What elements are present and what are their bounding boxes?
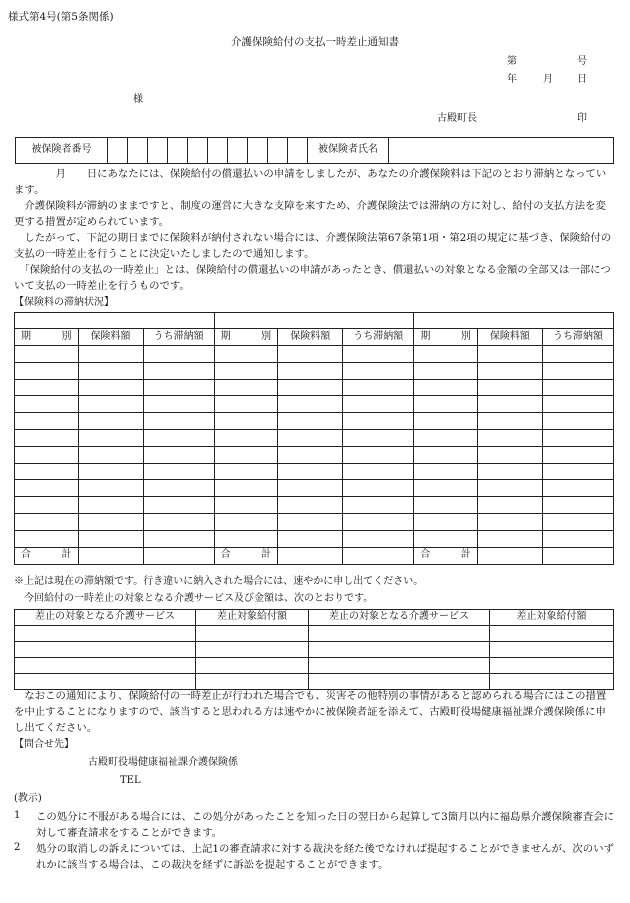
period-header-char: 別 [61,330,72,342]
table-cell[interactable] [214,480,278,497]
table-cell[interactable] [542,396,613,413]
table-cell[interactable] [15,413,79,430]
table-cell[interactable] [196,626,309,642]
table-cell[interactable] [78,429,143,446]
table-cell[interactable] [15,346,79,363]
table-cell[interactable] [343,480,414,497]
table-cell[interactable] [542,513,613,530]
table-cell[interactable] [477,480,542,497]
table-cell[interactable] [15,362,79,379]
table-cell[interactable] [477,530,542,547]
date-month-label: 月 [543,74,553,85]
table-cell[interactable] [143,497,214,514]
table-cell[interactable] [278,413,343,430]
addressee-suffix: 様 [133,94,143,105]
issuer-seal: 印 [577,113,587,124]
total-label [15,547,79,564]
table-cell[interactable] [477,513,542,530]
table-cell[interactable] [278,362,343,379]
table-cell[interactable] [343,530,414,547]
period-header [414,329,478,346]
table-cell[interactable] [542,497,613,514]
table-cell[interactable] [143,480,214,497]
period-header-char: 期 [420,330,431,342]
period-header-char: 期 [21,330,31,342]
arrears-blank-header [15,313,215,329]
table-cell[interactable] [214,396,278,413]
table-cell[interactable] [143,429,214,446]
insured-name-label: 被保険者氏名 [308,138,389,164]
table-cell[interactable] [278,446,343,463]
contact-heading: 【問合せ先】 [14,739,74,750]
table-cell[interactable] [214,346,278,363]
table-cell[interactable] [414,396,478,413]
table-cell[interactable] [15,642,196,658]
insured-number-digit-cell[interactable] [188,138,208,164]
table-cell[interactable] [414,346,478,363]
table-cell[interactable] [15,530,79,547]
total-label-char: 計 [460,549,471,561]
table-cell[interactable] [414,362,478,379]
table-cell[interactable] [477,429,542,446]
table-cell[interactable] [15,446,79,463]
table-cell[interactable] [278,379,343,396]
table-cell[interactable] [78,513,143,530]
total-label-char: 合 [21,549,31,561]
paragraph-2: 介護保険料が滞納のままですと、制度の運営に大きな支障を来すため、介護保険法では滞納の方に対し、給付の支払方法を変更する措置が定められています。 [14,200,606,228]
table-cell[interactable] [414,480,478,497]
service-header: 差止の対象となる介護サービス [309,610,490,626]
table-cell[interactable] [490,626,614,642]
period-header-char: 期 [220,330,231,342]
table-cell[interactable] [542,530,613,547]
table-cell[interactable] [414,446,478,463]
table-cell[interactable] [15,658,196,674]
insured-number-digit-cell[interactable] [288,138,308,164]
table-cell[interactable] [414,379,478,396]
arrears-blank-header [214,313,414,329]
table-cell[interactable] [542,346,613,363]
doc-number-label-left: 第 [507,56,517,67]
table-cell[interactable] [143,396,214,413]
table-cell[interactable] [143,413,214,430]
table-cell[interactable] [214,446,278,463]
total-arrears-cell[interactable] [343,547,414,564]
instruction-heading: (教示) [14,793,42,804]
table-cell[interactable] [477,446,542,463]
table-cell[interactable] [278,497,343,514]
table-cell[interactable] [15,396,79,413]
table-cell[interactable] [214,362,278,379]
form-number: 様式第4号(第5条関係) [8,11,114,23]
insured-number-digit-cell[interactable] [268,138,288,164]
table-cell[interactable] [78,497,143,514]
arrears-blank-header [414,313,614,329]
table-cell[interactable] [542,379,613,396]
table-cell[interactable] [343,362,414,379]
service-header: 差止の対象となる介護サービス [15,610,196,626]
table-cell[interactable] [214,463,278,480]
table-cell[interactable] [343,396,414,413]
insured-info-table [15,137,614,164]
table-cell[interactable] [78,346,143,363]
period-header-char: 別 [261,330,272,342]
page-title: 介護保険給付の支払一時差止通知書 [231,36,399,48]
table-cell[interactable] [78,480,143,497]
date-day-label: 日 [577,74,587,85]
table-cell[interactable] [414,513,478,530]
contact-tel: TEL [120,775,141,786]
period-header [214,329,278,346]
table-cell[interactable] [15,379,79,396]
total-premium-cell[interactable] [477,547,542,564]
table-cell[interactable] [343,429,414,446]
table-cell[interactable] [143,463,214,480]
table-cell[interactable] [278,396,343,413]
insured-number-digit-cell[interactable] [148,138,168,164]
table-cell[interactable] [477,497,542,514]
paragraph-4: 「保険給付の支払の一時差止」とは、保険給付の償還払いの申請があったとき、償還払いの対象となる金額の全部又は一部について支払の一時差止を行うものです。 [14,264,611,292]
table-cell[interactable] [542,446,613,463]
insured-number-digit-cell[interactable] [228,138,248,164]
instruction-1-number: 1 [14,810,21,821]
total-premium-cell[interactable] [278,547,343,564]
date-year-label: 年 [507,74,517,85]
period-header [15,329,79,346]
issuer-name: 古殿町長 [437,113,477,124]
table-cell[interactable] [414,497,478,514]
premium-header: 保険料額 [78,329,143,346]
table-cell[interactable] [477,362,542,379]
table-cell[interactable] [278,463,343,480]
amount-header: 差止対象給付額 [490,610,614,626]
amount-header: 差止対象給付額 [196,610,309,626]
table-cell[interactable] [414,530,478,547]
premium-header: 保険料額 [278,329,343,346]
table-cell[interactable] [542,429,613,446]
suspension-intro: 今回給付の一時差止の対象となる介護サービス及び金額は、次のとおりです。 [14,593,374,604]
table-cell[interactable] [15,497,79,514]
total-label-char: 計 [261,549,272,561]
table-cell[interactable] [143,446,214,463]
arrears-heading: 【保険料の滞納状況】 [14,297,114,308]
arrears-amount-header: うち滞納額 [143,329,214,346]
total-arrears-cell[interactable] [542,547,613,564]
table-cell[interactable] [542,413,613,430]
period-header-char: 別 [460,330,471,342]
insured-number-digit-cell[interactable] [108,138,128,164]
contact-office: 古殿町役場健康福祉課介護保険係 [88,757,238,768]
table-cell[interactable] [278,513,343,530]
table-cell[interactable] [477,346,542,363]
table-cell[interactable] [278,429,343,446]
table-cell[interactable] [143,379,214,396]
total-label [214,547,278,564]
arrears-table [14,312,614,565]
table-cell[interactable] [343,446,414,463]
insured-number-digit-cell[interactable] [248,138,268,164]
table-cell[interactable] [309,642,490,658]
table-cell[interactable] [477,413,542,430]
table-cell[interactable] [477,396,542,413]
table-cell[interactable] [477,379,542,396]
table-cell[interactable] [196,658,309,674]
table-cell[interactable] [78,463,143,480]
table-cell[interactable] [343,413,414,430]
table-cell[interactable] [78,362,143,379]
table-cell[interactable] [78,446,143,463]
table-cell[interactable] [214,413,278,430]
total-premium-cell[interactable] [78,547,143,564]
table-cell[interactable] [278,530,343,547]
table-cell[interactable] [343,463,414,480]
table-cell[interactable] [78,413,143,430]
table-cell[interactable] [343,497,414,514]
table-cell[interactable] [490,642,614,658]
doc-number-label-right: 号 [577,56,587,67]
paragraph-1: 月 日にあなたには、保険給付の償還払いの申請をしましたが、あなたの介護保険料は下記のとおり滞納となっています。 [14,168,607,196]
table-cell[interactable] [214,530,278,547]
table-cell[interactable] [78,530,143,547]
table-cell[interactable] [343,513,414,530]
table-cell[interactable] [143,346,214,363]
table-cell[interactable] [214,513,278,530]
table-cell[interactable] [542,463,613,480]
insured-number-digit-cell[interactable] [168,138,188,164]
table-cell[interactable] [278,346,343,363]
table-cell[interactable] [214,379,278,396]
table-cell[interactable] [143,530,214,547]
table-cell[interactable] [309,626,490,642]
total-label-char: 計 [61,549,72,561]
table-cell[interactable] [477,463,542,480]
table-cell[interactable] [343,346,414,363]
table-cell[interactable] [15,429,79,446]
total-label [414,547,478,564]
note-current-arrears: ※上記は現在の滞納額です。行き違いに納入された場合には、速やかに申し出てください。 [14,576,424,587]
table-cell[interactable] [309,658,490,674]
insured-name-field[interactable] [389,138,614,164]
arrears-amount-header: うち滞納額 [343,329,414,346]
premium-header: 保険料額 [477,329,542,346]
table-cell[interactable] [414,413,478,430]
total-label-char: 合 [220,549,231,561]
table-cell[interactable] [78,379,143,396]
instruction-2-number: 2 [14,842,21,853]
instruction-1-text: この処分に不服がある場合には、この処分があったことを知った日の翌日から起算して3箇月以内に福島県介護保険審査会に対して審査請求をすることができます。 [36,811,614,839]
table-cell[interactable] [15,463,79,480]
table-cell[interactable] [143,362,214,379]
table-cell[interactable] [278,480,343,497]
table-cell[interactable] [490,658,614,674]
table-cell[interactable] [214,497,278,514]
table-cell[interactable] [15,626,196,642]
table-cell[interactable] [15,513,79,530]
instruction-2-text: 処分の取消しの訴えについては、上記1の審査請求に対する裁決を経た後でなければ提起することができませんが、次のいずれかに該当する場合は、この裁決を経ずに訴訟を提起することができます。 [36,843,614,871]
table-cell[interactable] [78,396,143,413]
paragraph-3: したがって、下記の期日までに保険料が納付されない場合には、介護保険法第67条第1項・第2項の規定に基づき、保険給付の支払の一時差止を行うことに決定いたしましたので通知します。 [14,232,612,260]
total-arrears-cell[interactable] [143,547,214,564]
table-cell[interactable] [343,379,414,396]
insured-number-label: 被保険者番号 [16,138,108,164]
total-label-char: 合 [420,549,431,561]
insured-number-digit-cell[interactable] [128,138,148,164]
table-cell[interactable] [214,429,278,446]
table-cell[interactable] [414,429,478,446]
table-cell[interactable] [143,513,214,530]
insured-number-digit-cell[interactable] [208,138,228,164]
arrears-amount-header: うち滞納額 [542,329,613,346]
table-cell[interactable] [414,463,478,480]
table-cell[interactable] [196,642,309,658]
suspension-table [14,609,614,690]
closing-paragraph: なおこの通知により、保険給付の一時差止が行われた場合でも、災害その他特別の事情があると認められる場合にはこの措置を中止することになりますので、該当すると思われる方は速やかに被保険者証を添えて、古殿町役場健康福祉課介護保険係に申し出てください。 [14,690,607,734]
table-cell[interactable] [15,480,79,497]
table-cell[interactable] [542,480,613,497]
table-cell[interactable] [542,362,613,379]
